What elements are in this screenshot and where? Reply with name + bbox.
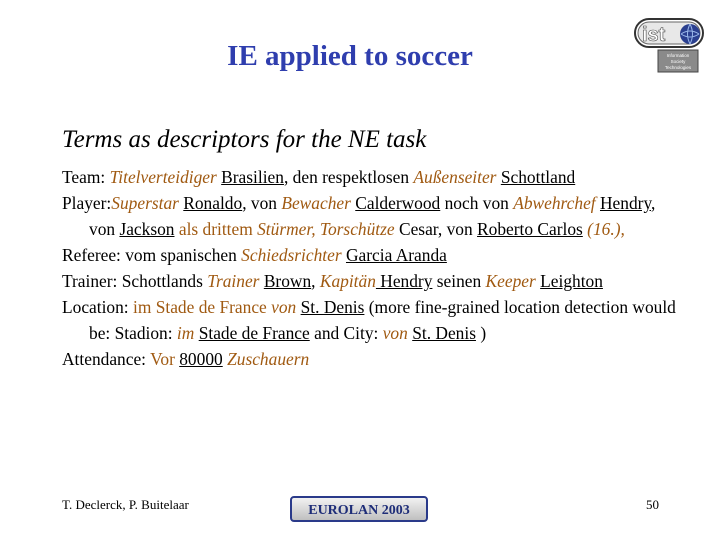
text: and City: [309, 323, 383, 343]
text: , von [242, 193, 282, 213]
text: , [311, 271, 320, 291]
slide-subtitle: Terms as descriptors for the NE task [62, 126, 427, 153]
logo-line-1: Information [666, 53, 690, 58]
entity: Ronaldo [183, 193, 243, 213]
attendance-label: Attendance: [62, 349, 151, 369]
term: Außenseiter [413, 167, 497, 187]
footer-authors: T. Declerck, P. Buitelaar [62, 497, 189, 512]
entity: Brasilien [221, 167, 284, 187]
entity: Garcia Aranda [345, 245, 447, 265]
term: Titelverteidiger [109, 167, 217, 187]
player-line [62, 190, 682, 242]
text: , von [89, 193, 656, 239]
page-number: 50 [646, 497, 659, 512]
text: Cesar, von [394, 219, 478, 239]
slide-body [62, 164, 682, 372]
attendance-line [62, 346, 682, 372]
term: von [271, 297, 297, 317]
term: Stürmer, Torschütze [257, 219, 395, 239]
text: ) [475, 323, 487, 343]
text: , den respektlosen [283, 167, 414, 187]
ist-logo [632, 14, 706, 74]
entity: Leighton [540, 271, 603, 291]
term: im Stade de France [133, 297, 267, 317]
term: Trainer [207, 271, 260, 291]
entity: 80000 [179, 349, 223, 369]
text: seinen [432, 271, 486, 291]
term: (16.), [587, 219, 625, 239]
term: als drittem [174, 219, 258, 239]
team-line [62, 164, 682, 190]
entity: Hendry [375, 271, 433, 291]
logo-line-2: Society [670, 59, 686, 64]
text: (more fine-grained location detection would be: Stadion: [89, 297, 676, 343]
trainer-line [62, 268, 682, 294]
entity: Stade de France [198, 323, 310, 343]
slide-title: IE applied to soccer [227, 40, 473, 72]
term: von [382, 323, 408, 343]
trainer-label: Trainer: Schottlands [62, 271, 208, 291]
term: Schiedsrichter [241, 245, 342, 265]
eurolan-badge [290, 496, 428, 522]
entity: St. Denis [300, 297, 365, 317]
logo-text: ist [642, 24, 666, 46]
entity: Schottland [500, 167, 576, 187]
term: Zuschauern [227, 349, 310, 369]
entity: Brown [263, 271, 312, 291]
referee-label: Referee: vom spanischen [62, 245, 242, 265]
player-label: Player: [62, 193, 112, 213]
term: Abwehrchef [513, 193, 596, 213]
location-line [62, 294, 682, 346]
term: Kapitän [319, 271, 376, 291]
entity: Jackson [119, 219, 175, 239]
entity: St. Denis [412, 323, 476, 343]
text: noch von [440, 193, 514, 213]
term: Keeper [485, 271, 536, 291]
referee-line [62, 242, 682, 268]
entity: Roberto Carlos [477, 219, 583, 239]
team-label: Team: [62, 167, 110, 187]
term: Superstar [111, 193, 179, 213]
entity: Hendry [599, 193, 652, 213]
term: Bewacher [281, 193, 351, 213]
location-label: Location: [62, 297, 133, 317]
logo-line-3: Technologies [664, 65, 692, 70]
term: Vor [150, 349, 175, 369]
term: im [176, 323, 195, 343]
entity: Calderwood [355, 193, 441, 213]
badge-text: EUROLAN 2003 [308, 503, 410, 518]
